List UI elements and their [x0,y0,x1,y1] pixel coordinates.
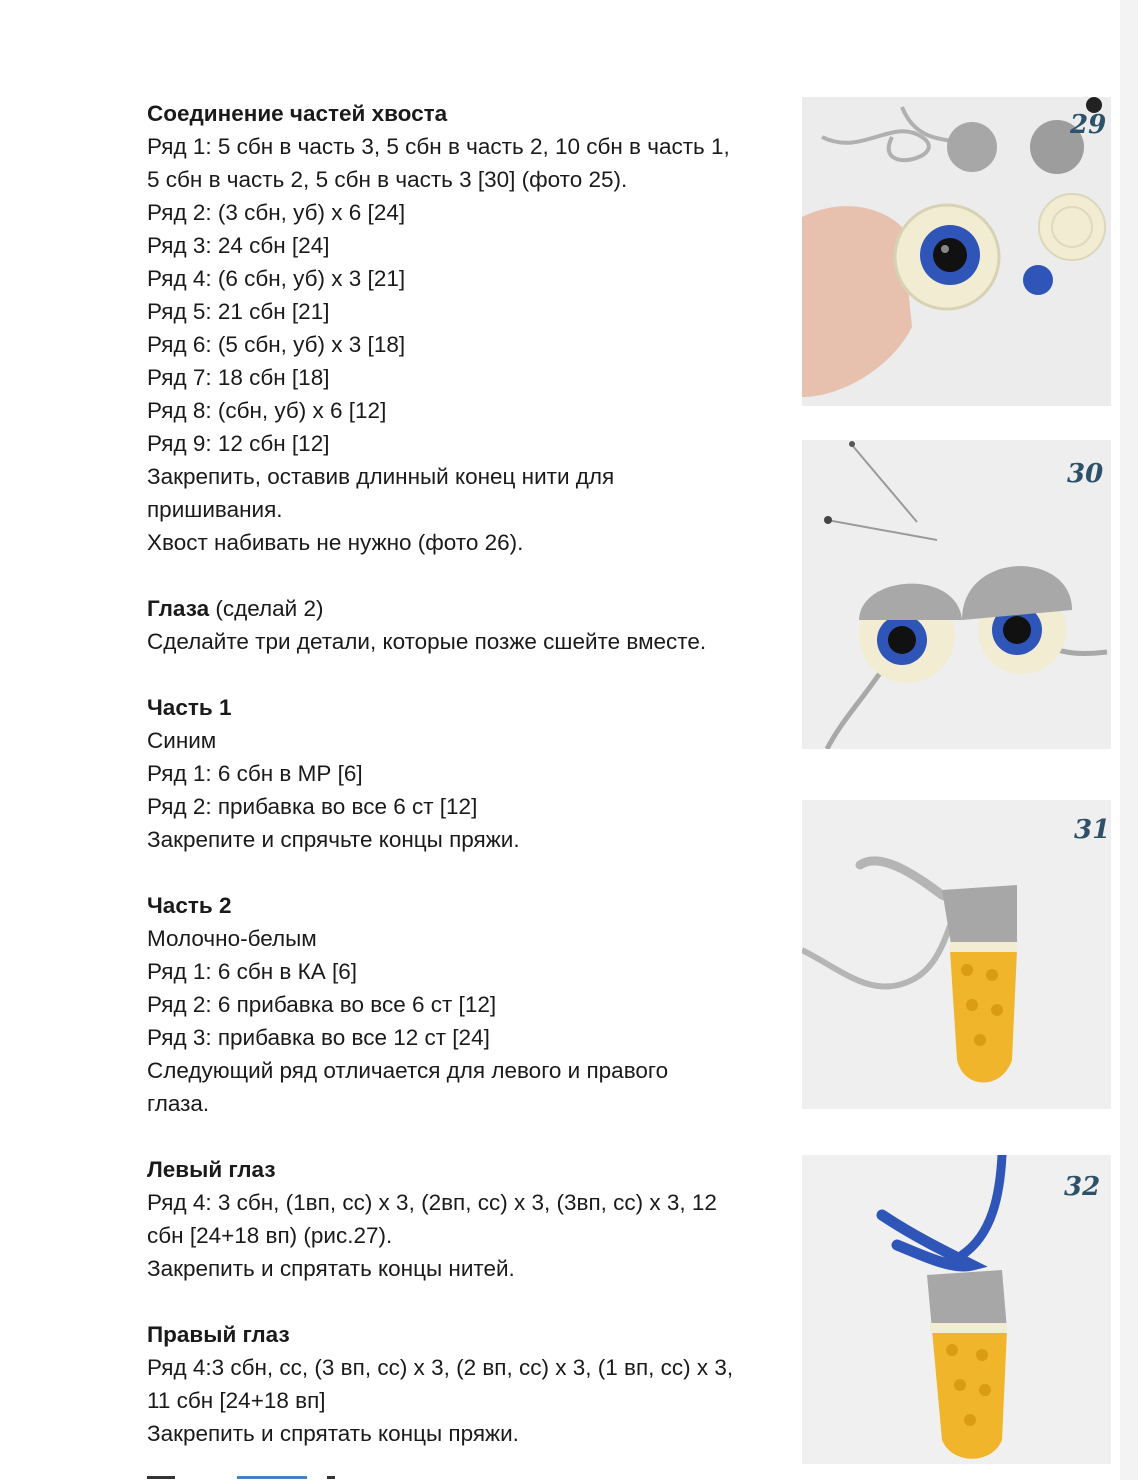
text-line: глаза. [147,1091,210,1116]
text-line: Ряд 1: 5 сбн в часть 3, 5 сбн в часть 2, 10 сбн в часть 1, [147,134,730,159]
photo-number: 31 [1074,815,1111,845]
heading-part2: Часть 2 [147,893,232,918]
photo-31-illustration [802,800,1111,1109]
photo-32 [802,1155,1111,1464]
text-line: Ряд 4: 3 сбн, (1вп, сс) х 3, (2вп, сс) х 3, (3вп, сс) х 3, 12 [147,1190,717,1215]
photo-number: 32 [1064,1172,1101,1202]
text-line: Ряд 2: 6 прибавка во все 6 ст [12] [147,992,497,1017]
text-line: 5 сбн в часть 2, 5 сбн в часть 3 [30] (фото 25). [147,167,628,192]
photo-30 [802,440,1111,749]
text-line: сбн [24+18 вп) (рис.27). [147,1223,393,1248]
text-line: Закрепите и спрячьте концы пряжи. [147,827,520,852]
text-line: Закрепить и спрятать концы пряжи. [147,1421,519,1446]
text-line: Закрепить, оставив длинный конец нити для [147,464,615,489]
text-line: Ряд 2: прибавка во все 6 ст [12] [147,794,478,819]
text-line: Ряд 1: 6 сбн в КА [6] [147,959,358,984]
heading-eyes: Глаза [147,596,210,621]
photo-32-illustration [802,1155,1111,1464]
text-line: Следующий ряд отличается для левого и правого [147,1058,669,1083]
text-line: Ряд 3: 24 сбн [24] [147,233,330,258]
section-eyes [147,592,787,658]
text-line: Сделайте три детали, которые позже сшейте вместе. [147,629,707,654]
text-line: пришивания. [147,497,283,522]
text-line: 11 сбн [24+18 вп] [147,1388,326,1413]
heading-eyes-line [147,592,787,625]
photo-30-illustration [802,440,1111,749]
text-line: Ряд 6: (5 сбн, уб) х 3 [18] [147,332,406,357]
section-part1 [147,691,787,856]
section-tail [147,97,787,559]
text-line: Ряд 1: 6 сбн в МР [6] [147,761,363,786]
photo-number: 30 [1067,459,1104,489]
text-line: Синим [147,728,217,753]
heading-eyes-note: (сделай 2) [209,596,324,621]
heading-tail: Соединение частей хвоста [147,101,448,126]
heading-left-eye: Левый глаз [147,1157,276,1182]
instructions-column [147,97,787,1483]
text-line: Хвост набивать не нужно (фото 26). [147,530,524,555]
text-line: Ряд 7: 18 сбн [18] [147,365,330,390]
photo-31 [802,800,1111,1109]
section-part2 [147,889,787,1120]
section-left-eye [147,1153,787,1285]
text-line: Ряд 4: (6 сбн, уб) х 3 [21] [147,266,406,291]
heading-right-eye: Правый глаз [147,1322,290,1347]
text-line: Ряд 5: 21 сбн [21] [147,299,330,324]
text-line: Ряд 4:3 сбн, сс, (3 вп, сс) х 3, (2 вп, сс) х 3, (1 вп, сс) х 3, [147,1355,734,1380]
photo-29 [802,97,1111,406]
cropped-next-line [147,1470,347,1480]
heading-part1: Часть 1 [147,695,232,720]
scrollbar-rail[interactable] [1120,0,1138,1480]
text-line: Ряд 9: 12 сбн [12] [147,431,330,456]
text-line: Ряд 2: (3 сбн, уб) х 6 [24] [147,200,406,225]
photo-number: 29 [1070,110,1107,140]
text-line: Ряд 8: (сбн, уб) х 6 [12] [147,398,387,423]
text-line: Ряд 3: прибавка во все 12 ст [24] [147,1025,490,1050]
photo-29-illustration [802,97,1111,406]
text-line: Закрепить и спрятать концы нитей. [147,1256,515,1281]
section-right-eye [147,1318,787,1450]
text-line: Молочно-белым [147,926,317,951]
